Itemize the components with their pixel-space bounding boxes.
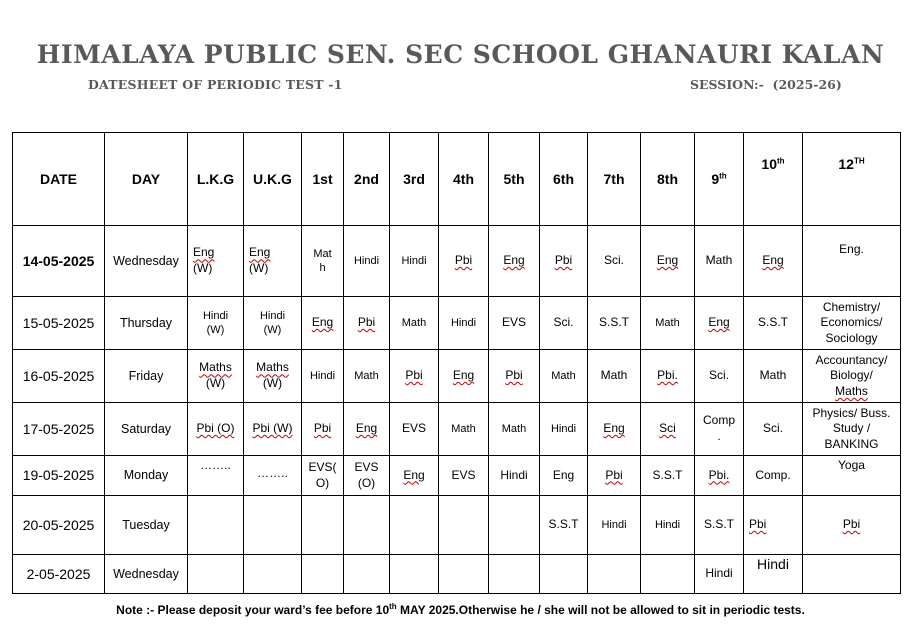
class12-cell: Accountancy/ Biology/ Maths <box>803 350 901 403</box>
class9-cell: Sci. <box>695 350 744 403</box>
table-row <box>13 456 901 496</box>
class2-cell: Pbi <box>344 297 390 350</box>
day-cell: Wednesday <box>105 555 188 594</box>
class3-cell <box>390 555 439 594</box>
col-2nd-header: 2nd <box>344 133 390 226</box>
class1-cell: Eng <box>302 297 344 350</box>
datesheet-subtitle: DATESHEET OF PERIODIC TEST -1 <box>88 77 343 92</box>
class12-cell: Chemistry/ Economics/ Sociology <box>803 297 901 350</box>
date-cell: 16-05-2025 <box>13 350 105 403</box>
col-date-header: DATE <box>13 133 105 226</box>
class7-cell: Hindi <box>588 496 641 555</box>
class4-cell <box>439 496 489 555</box>
class10-cell: Hindi <box>744 555 803 594</box>
table-row <box>13 297 901 350</box>
class4-cell <box>439 555 489 594</box>
class3-cell <box>390 496 439 555</box>
class7-cell: Pbi <box>588 456 641 496</box>
class7-cell: Math <box>588 350 641 403</box>
col-5th-header: 5th <box>489 133 540 226</box>
ukg-cell: Eng (W) <box>244 226 302 297</box>
class8-cell: Math <box>641 297 695 350</box>
col-6th-header: 6th <box>540 133 588 226</box>
fee-note: Note :- Please deposit your ward’s fee before 10th MAY 2025.Otherwise he / she will not be allowed to sit in periodic tests. <box>116 602 805 617</box>
class7-cell: S.S.T <box>588 297 641 350</box>
class12-cell: Yoga <box>803 456 901 496</box>
class5-cell: Eng <box>489 226 540 297</box>
class2-cell: EVS (O) <box>344 456 390 496</box>
class2-cell: Eng <box>344 403 390 456</box>
class10-cell: Pbi <box>744 496 803 555</box>
lkg-cell: Maths (W) <box>188 350 244 403</box>
class3-cell: Pbi <box>390 350 439 403</box>
lkg-cell <box>188 496 244 555</box>
col-10th-header: 10th <box>744 133 803 226</box>
class8-cell: S.S.T <box>641 456 695 496</box>
class2-cell <box>344 496 390 555</box>
class4-cell: Hindi <box>439 297 489 350</box>
class8-cell <box>641 555 695 594</box>
class1-cell: Hindi <box>302 350 344 403</box>
class4-cell: Math <box>439 403 489 456</box>
col-1st-header: 1st <box>302 133 344 226</box>
class8-cell: Sci <box>641 403 695 456</box>
class5-cell: Hindi <box>489 456 540 496</box>
class6-cell: Pbi <box>540 226 588 297</box>
table-row <box>13 226 901 297</box>
class2-cell: Math <box>344 350 390 403</box>
class1-cell <box>302 555 344 594</box>
class12-cell: Eng. <box>803 226 901 297</box>
class1-cell: Pbi <box>302 403 344 456</box>
class10-cell: S.S.T <box>744 297 803 350</box>
class3-cell: Hindi <box>390 226 439 297</box>
day-cell: Friday <box>105 350 188 403</box>
date-cell: 19-05-2025 <box>13 456 105 496</box>
header-row <box>13 133 901 226</box>
table-row <box>13 496 901 555</box>
class2-cell <box>344 555 390 594</box>
class9-cell: Eng <box>695 297 744 350</box>
col-3rd-header: 3rd <box>390 133 439 226</box>
class3-cell: Math <box>390 297 439 350</box>
class3-cell: Eng <box>390 456 439 496</box>
class7-cell: Sci. <box>588 226 641 297</box>
class1-cell: Mat h <box>302 226 344 297</box>
table-row <box>13 555 901 594</box>
class6-cell: Eng <box>540 456 588 496</box>
date-cell: 17-05-2025 <box>13 403 105 456</box>
class6-cell: Hindi <box>540 403 588 456</box>
class9-cell: Hindi <box>695 555 744 594</box>
class8-cell: Hindi <box>641 496 695 555</box>
class8-cell: Pbi. <box>641 350 695 403</box>
class5-cell <box>489 496 540 555</box>
col-4th-header: 4th <box>439 133 489 226</box>
class2-cell: Hindi <box>344 226 390 297</box>
ukg-cell <box>244 555 302 594</box>
day-cell: Monday <box>105 456 188 496</box>
class4-cell: Pbi <box>439 226 489 297</box>
session-label: SESSION:- (2025-26) <box>690 77 842 92</box>
class5-cell: EVS <box>489 297 540 350</box>
class7-cell <box>588 555 641 594</box>
class5-cell: Pbi <box>489 350 540 403</box>
day-cell: Saturday <box>105 403 188 456</box>
date-cell: 14-05-2025 <box>13 226 105 297</box>
table-row <box>13 403 901 456</box>
date-cell: 15-05-2025 <box>13 297 105 350</box>
class1-cell <box>302 496 344 555</box>
class9-cell: Pbi. <box>695 456 744 496</box>
day-cell: Wednesday <box>105 226 188 297</box>
ukg-cell: Maths (W) <box>244 350 302 403</box>
col-7th-header: 7th <box>588 133 641 226</box>
class9-cell: Math <box>695 226 744 297</box>
ukg-cell: Pbi (W) <box>244 403 302 456</box>
lkg-cell: Hindi (W) <box>188 297 244 350</box>
col-day-header: DAY <box>105 133 188 226</box>
class12-cell: Pbi <box>803 496 901 555</box>
class5-cell: Math <box>489 403 540 456</box>
class10-cell: Sci. <box>744 403 803 456</box>
class6-cell: S.S.T <box>540 496 588 555</box>
lkg-cell: …….. <box>188 456 244 496</box>
ukg-cell: …….. <box>244 456 302 496</box>
day-cell: Thursday <box>105 297 188 350</box>
class3-cell: EVS <box>390 403 439 456</box>
ukg-cell: Hindi (W) <box>244 297 302 350</box>
class9-cell: Comp . <box>695 403 744 456</box>
class1-cell: EVS( O) <box>302 456 344 496</box>
school-title: HIMALAYA PUBLIC SEN. SEC SCHOOL GHANAURI KALAN <box>36 40 885 69</box>
col-12th-header: 12TH <box>803 133 901 226</box>
class8-cell: Eng <box>641 226 695 297</box>
class6-cell: Sci. <box>540 297 588 350</box>
col-lkg-header: L.K.G <box>188 133 244 226</box>
lkg-cell: Pbi (O) <box>188 403 244 456</box>
day-cell: Tuesday <box>105 496 188 555</box>
class5-cell <box>489 555 540 594</box>
col-9th-header: 9th <box>695 133 744 226</box>
datesheet-table <box>12 132 901 594</box>
class12-cell: Physics/ Buss. Study / BANKING <box>803 403 901 456</box>
lkg-cell: Eng (W) <box>188 226 244 297</box>
class4-cell: EVS <box>439 456 489 496</box>
ukg-cell <box>244 496 302 555</box>
lkg-cell <box>188 555 244 594</box>
class7-cell: Eng <box>588 403 641 456</box>
class10-cell: Math <box>744 350 803 403</box>
class10-cell: Eng <box>744 226 803 297</box>
table-row <box>13 350 901 403</box>
date-cell: 20-05-2025 <box>13 496 105 555</box>
class6-cell: Math <box>540 350 588 403</box>
class9-cell: S.S.T <box>695 496 744 555</box>
class12-cell <box>803 555 901 594</box>
class10-cell: Comp. <box>744 456 803 496</box>
col-8th-header: 8th <box>641 133 695 226</box>
class6-cell <box>540 555 588 594</box>
class4-cell: Eng <box>439 350 489 403</box>
date-cell: 2-05-2025 <box>13 555 105 594</box>
col-ukg-header: U.K.G <box>244 133 302 226</box>
